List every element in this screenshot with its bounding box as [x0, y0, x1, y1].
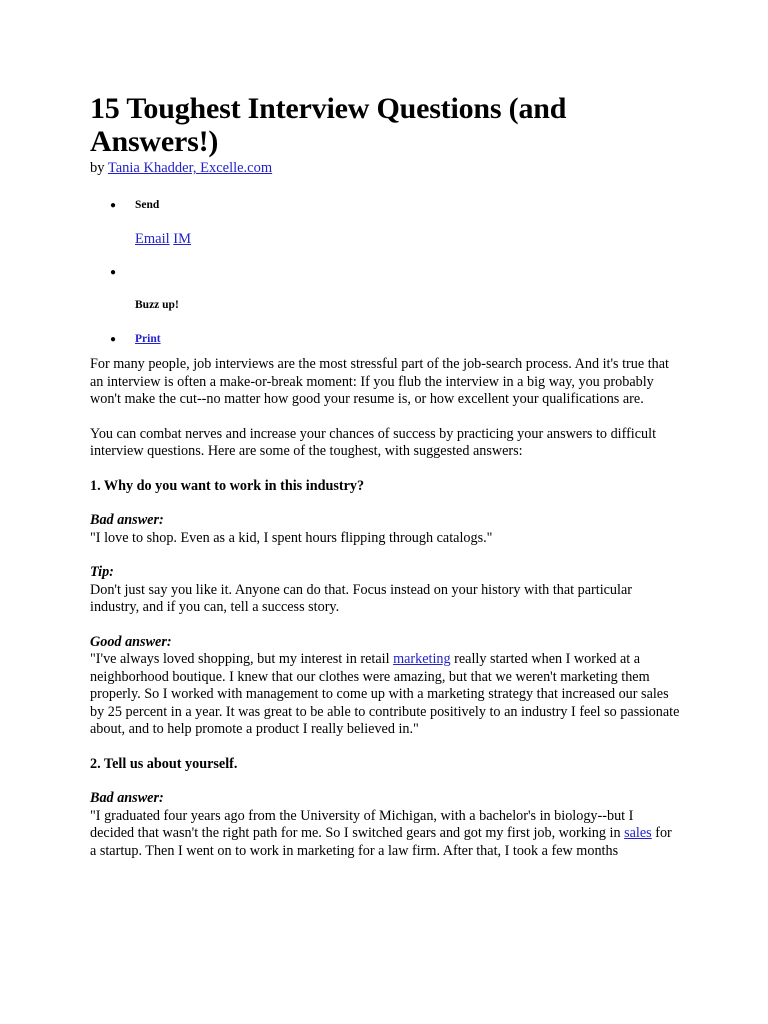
buzz-up-label: Buzz up! — [135, 299, 179, 311]
q1-good-answer-text — [90, 651, 680, 739]
bullet-icon: ● — [110, 267, 117, 278]
q2-bad-answer-label: Bad answer: — [90, 790, 164, 806]
question-2-heading: 2. Tell us about yourself. — [90, 755, 238, 772]
q1-bad-answer-text: "I love to shop. Even as a kid, I spent hours flipping through catalogs." — [90, 529, 493, 546]
q1-good-answer-label: Good answer: — [90, 633, 172, 650]
bullet-icon: ● — [110, 334, 117, 345]
send-links — [135, 231, 191, 248]
byline — [90, 159, 680, 177]
byline-prefix: by — [90, 160, 108, 176]
marketing-link[interactable]: marketing — [393, 651, 451, 667]
article — [90, 92, 680, 860]
q2-bad-answer-text-start: "I graduated four years ago from the University of Michigan, with a bachelor's in biology--but I decided that wasn't the right path for me. So I switched gears and got my first job, working in — [90, 807, 634, 841]
question-1-heading: 1. Why do you want to work in this industry? — [90, 477, 365, 494]
q2-bad-answer-text — [90, 808, 680, 861]
q1-tip-label: Tip: — [90, 564, 114, 580]
q2-bad-answer-text-end: for a startup. Then I went on to work in marketing for a law firm. After that, I took a few months — [90, 825, 672, 859]
email-link[interactable]: Email — [135, 231, 170, 247]
send-label: Send — [135, 199, 160, 211]
bullet-icon: ● — [110, 200, 117, 211]
q1-good-answer-text-start: "I've always loved shopping, but my interest in retail — [90, 651, 394, 667]
page-title: 15 Toughest Interview Questions (and Answers!) — [90, 92, 567, 158]
print-link[interactable]: Print — [135, 333, 161, 345]
q1-bad-answer-label: Bad answer: — [90, 512, 164, 528]
author-link[interactable]: Tania Khadder, Excelle.com — [107, 160, 273, 176]
sales-link[interactable]: sales — [624, 825, 652, 841]
share-toolbar — [90, 195, 680, 345]
im-link[interactable]: IM — [173, 231, 191, 247]
q1-tip-text: Don't just say you like it. Anyone can do that. Focus instead on your history with that particular industry, and if you can, tell a success story. — [90, 581, 632, 615]
intro-paragraph-2: You can combat nerves and increase your chances of success by practicing your answers to difficult interview questions. Here are some of the toughest, with suggested answers: — [90, 425, 657, 459]
q1-good-answer-text-end: really started when I worked at a neighborhood boutique. I knew that our clothes were amazing, but that we weren't marketing them properly. So I worked with management to come up with a marketing strategy that increased our sales by 25 percent in a year. It was great to be able to contribute positively to an industry I feel so passionate about, and to help promote a product I really believed in." — [90, 651, 680, 737]
intro-paragraph-1: For many people, job interviews are the most stressful part of the job-search process. And it's true that an interview is often a make-or-break moment: If you flub the interview in a big way, you probably won't make the cut--no matter how good your resume is, or how excellent your qualifications are. — [90, 356, 669, 407]
